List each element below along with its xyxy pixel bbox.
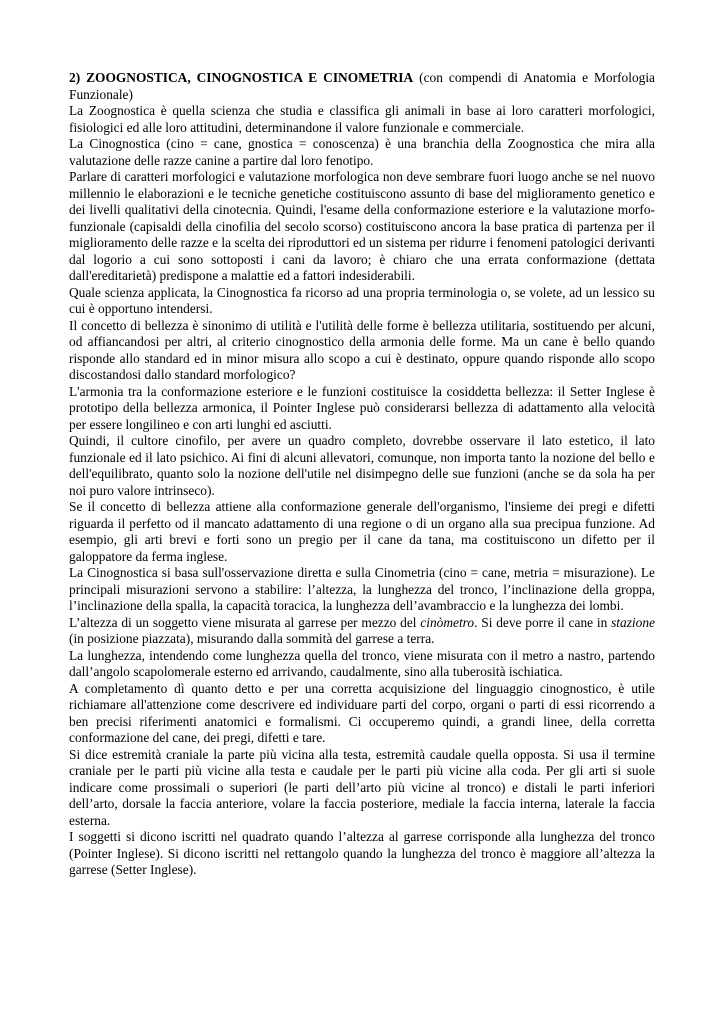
paragraph-iscrizione: I soggetti si dicono iscritti nel quadrato quando l’altezza al garrese corrisponde alla lunghezza del tronco (Pointer Inglese). Si dicono iscritti nel rettangolo quando la lunghezza del tronco è maggiore all’altezza la garrese (Setter Inglese). [69,829,655,877]
paragraph-lunghezza: La lunghezza, intendendo come lunghezza quella del tronco, viene misurata con il metro a nastro, partendo dall’angolo scapolomerale esterno ed arrivando, caudalmente, sino alla tuberosità ischiatica. [69,647,655,679]
document-page [69,70,655,879]
paragraph-linguaggio: A completamento dì quanto detto e per una corretta acquisizione del linguaggio cinognostico, è utile richiamare all'attenzione come descrivere ed individuare parti del corpo, organi o parti di essi ricorrendo a ben precisi riferimenti anatomici e formalismi. Ci occuperemo quindi, a grandi linee, della corretta conformazione del cane, dei pregi, difetti e tare. [69,680,655,745]
paragraph-terminologia: Quale scienza applicata, la Cinognostica fa ricorso ad una propria terminologia o, se volete, ad un lessico su cui è opportuno intendersi. [69,284,655,316]
altezza-text-b: . Si deve porre il cane in [474,614,612,630]
section-heading [69,70,655,103]
paragraph-bellezza: Il concetto di bellezza è sinonimo di utilità e l'utilità delle forme è bellezza utilitaria, sostituendo per alcuni, od affiancandosi per altri, al criterio cinognostico della armonia delle forme. Ma un cane è bello quando risponde allo standard ed in minor misura allo scopo a cui è destinato, oppure quando risponde allo scopo discostandosi dallo standard morfologico? [69,317,655,382]
paragraph-pregi-difetti: Se il concetto di bellezza attiene alla conformazione generale dell'organismo, l'insieme dei pregi e difetti riguarda il perfetto od il mancato adattamento di una regione o di un organo alla sua precipua funzione. Ad esempio, gli arti brevi e forti sono un pregio per il cane da tana, ma costituiscono un difetto per il galoppatore da ferma inglese. [69,499,655,564]
term-cinometro: cinòmetro [420,614,475,630]
paragraph-cultore-cinofilo: Quindi, il cultore cinofilo, per avere un quadro completo, dovrebbe osservare il lato estetico, il lato funzionale ed il lato psichico. Ai fini di alcuni allevatori, comunque, non importa tanto la nozione del bello e dell'equilibrato, quanto solo la nozione dell'utile nel disimpegno delle sue funzioni (anche se da sola ha per noi puro valore intrinseco). [69,433,655,498]
paragraph-caratteri-morfologici: Parlare di caratteri morfologici e valutazione morfologica non deve sembrare fuori luogo anche se nel nuovo millennio le elaborazioni e le tecniche genetiche costituiscono assunto di base del miglioramento genetico e dei livelli qualitativi della cinotecnia. Quindi, l'esame della conformazione esteriore e la valutazione morfo-funzionale (capisaldi della cinofilia del secolo scorso) costituiscono ancora la base pratica di partenza per il miglioramento delle razze e la scelta dei riproduttori ed un sistema per ridurre i fenomeni patologici derivanti dal logorio a cui sono sottoposti i cani da lavoro; è chiaro che una errata conformazione (dettata dall'ereditarietà) predispone a malattie ed a fattori indesiderabili. [69,169,655,283]
paragraph-cinognostica: La Cinognostica (cino = cane, gnostica = conoscenza) è una branchia della Zoognostica che mira alla valutazione delle razze canine a partire dal loro fenotipo. [69,136,655,168]
paragraph-altezza [69,615,655,648]
paragraph-armonia: L'armonia tra la conformazione esteriore e le funzioni costituisce la cosiddetta bellezza: il Setter Inglese è prototipo della bellezza armonica, il Pointer Inglese può considerarsi bellezza di adattamento alla velocità per essere longilineo e con arti lunghi ed asciutti. [69,383,655,432]
altezza-text-c: (in posizione piazzata), misurando dalla sommità del garrese a terra. [69,631,435,646]
altezza-text-a: L’altezza di un soggetto viene misurata al garrese per mezzo del [69,614,421,630]
paragraph-zoognostica: La Zoognostica è quella scienza che studia e classifica gli animali in base ai loro caratteri morfologici, fisiologici ed alle loro attitudini, determinandone il valore funzionale e commerciale. [69,103,655,135]
term-stazione: stazione [611,614,655,630]
paragraph-cinometria: La Cinognostica si basa sull'osservazione diretta e sulla Cinometria (cino = cane, metria = misurazione). Le principali misurazioni servono a stabilire: l’altezza, la lunghezza del tronco, l’inclinazione della groppa, l’inclinazione della spalla, la capacità toracica, la lunghezza dell’avambraccio e la lunghezza dei lombi. [69,565,655,613]
section-heading-bold: 2) ZOOGNOSTICA, CINOGNOSTICA E CINOMETRIA [69,70,414,85]
paragraph-estremita: Si dice estremità craniale la parte più vicina alla testa, estremità caudale quella opposta. Si usa il termine craniale per le parti più vicine alla testa e caudale per le parti più vicine alla coda. Per gli arti si suole indicare come prossimali o superiori (le parti dell’arto più vicine al tronco) e distali le parti inferiori dell’arto, dorsale la faccia anteriore, volare la faccia posteriore, mediale la faccia interna, laterale la faccia esterna. [69,746,655,828]
section-heading-subtitle: (con compendi di Anatomia e Morfologia Funzionale) [69,70,655,102]
